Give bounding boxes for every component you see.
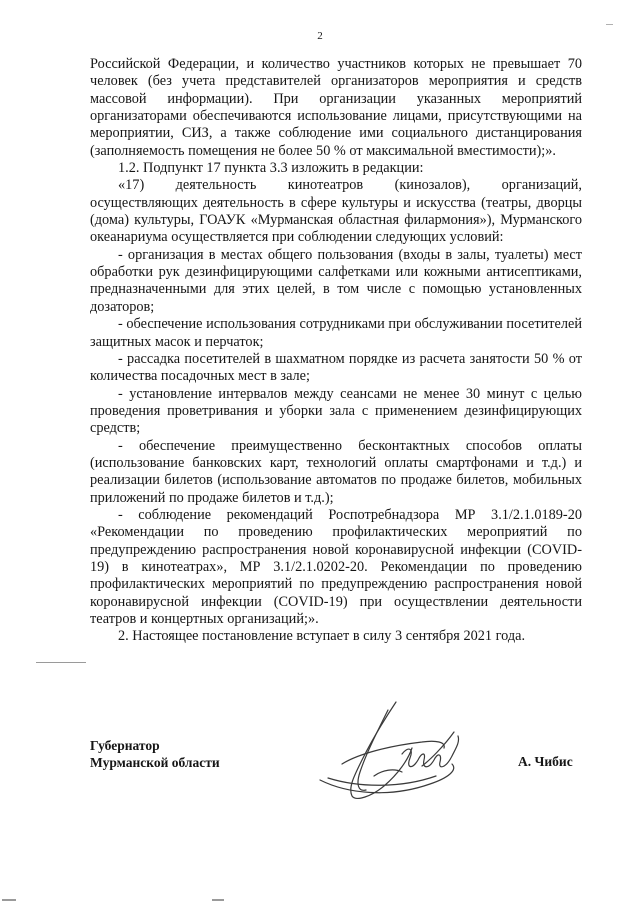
page-number: 2	[317, 30, 323, 42]
paragraph-5: - обеспечение использования сотрудниками при обслуживании посетителей защитных масок и перчаток;	[90, 316, 582, 350]
margin-line	[36, 662, 86, 663]
paragraph-8: - обеспечение преимущественно бесконтактных способов оплаты (использование банковских карт, технологий оплаты смартфонами и т.д.) и реализации билетов (использование автоматов по продаже билетов, мобильных приложений по продаже билетов и т.д.);	[90, 437, 582, 506]
document-body	[90, 56, 582, 646]
scan-mark	[606, 24, 613, 25]
paragraph-6: - рассадка посетителей в шахматном порядке из расчета занятости 50 % от количества посадочных мест в зале;	[90, 350, 582, 385]
signatory-title-line1: Губернатор	[90, 738, 160, 753]
paragraph-4: - организация в местах общего пользования (входы в залы, туалеты) мест обработки рук дезинфицирующими салфетками или кожными антисептиками, предназначенными для этих целей, в том числе с помощью установленных дозаторов;	[90, 246, 582, 315]
signatory-title	[90, 737, 220, 771]
signatory-title-line2: Мурманской области	[90, 755, 220, 770]
paragraph-9: - соблюдение рекомендаций Роспотребнадзора МР 3.1/2.1.0189-20 «Рекомендации по проведению профилактических мероприятий по предупреждению распространения новой коронавирусной инфекции (COVID-19) в кинотеатрах», МР 3.1/2.1.0202-20. Рекомендации по проведению профилактических мероприятий по предупреждению распространения новой коронавирусной инфекции (COVID-19) при осуществлении деятельности театров и концертных организаций;».	[90, 506, 582, 627]
paragraph-1: Российской Федерации, и количество участников которых не превышает 70 человек (без учета представителей организаторов мероприятия и средств массовой информации). При организации указанных мероприятий организаторами обеспечиваются использование лицами, присутствующими на мероприятии, СИЗ, а также соблюдение ими социального дистанцирования (заполняемость помещения не более 50 % от максимальной вместимости);».	[90, 56, 582, 159]
scan-mark	[212, 899, 224, 901]
signatory-name: А. Чибис	[518, 754, 573, 769]
paragraph-2: 1.2. Подпункт 17 пункта 3.3 изложить в редакции:	[118, 160, 424, 177]
scan-mark	[2, 899, 16, 901]
handwritten-signature	[318, 690, 493, 805]
paragraph-7: - установление интервалов между сеансами не менее 30 минут с целью проведения проветривания и уборки зала с применением дезинфицирующих средств;	[90, 385, 582, 437]
paragraph-3: «17) деятельность кинотеатров (кинозалов), организаций, осуществляющих деятельность в сфере культуры и искусства (театры, дворцы (дома) культуры, ГОАУК «Мурманская областная филармония»), Мурманского океанариума осуществляется при соблюдении следующих условий:	[90, 177, 582, 246]
paragraph-10: 2. Настоящее постановление вступает в силу 3 сентября 2021 года.	[118, 628, 526, 645]
